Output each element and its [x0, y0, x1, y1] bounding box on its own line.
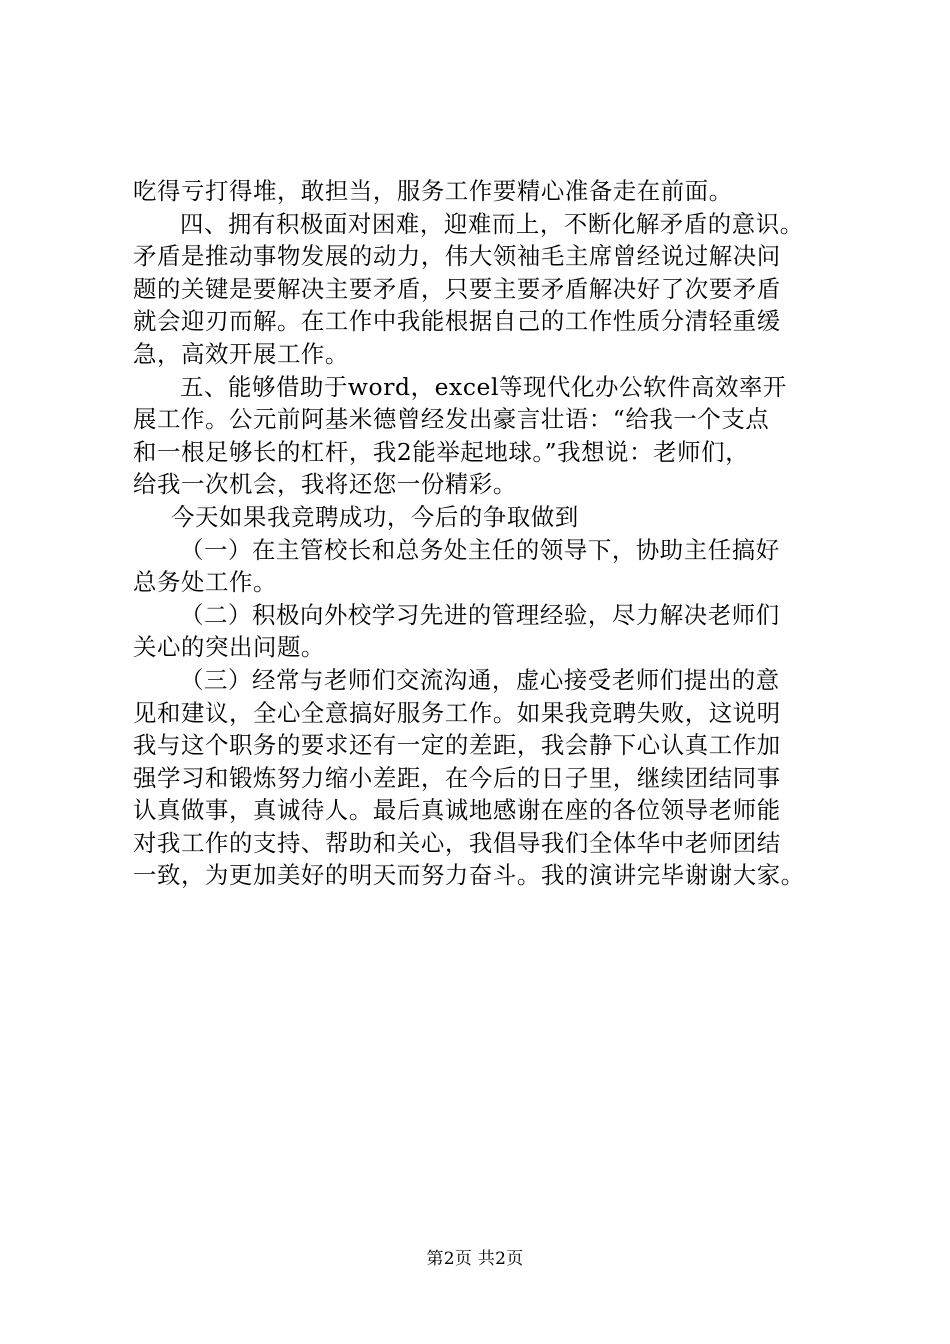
text-line: 认真做事，真诚待人。最后真诚地感谢在座的各位领导老师能 — [133, 796, 781, 825]
text-line: （三）经常与老师们交流沟通，虚心接受老师们提出的意 — [180, 665, 780, 694]
text-line: 一致，为更加美好的明天而努力奋斗。我的演讲完毕谢谢大家。 — [133, 861, 805, 890]
text-line: 四、拥有积极面对困难，迎难而上，不断化解矛盾的意识。 — [180, 209, 804, 238]
text-line: 关心的突出问题。 — [133, 633, 325, 662]
page-number-footer: 第2页 共2页 — [426, 1249, 524, 1269]
text-line: 就会迎刃而解。在工作中我能根据自己的工作性质分清轻重缓 — [133, 307, 781, 336]
text-line: 总务处工作。 — [133, 568, 277, 597]
text-line: 矛盾是推动事物发展的动力，伟大领袖毛主席曾经说过解决问 — [133, 242, 781, 271]
text-line: 展工作。公元前阿基米德曾经发出豪言壮语：“给我一个支点 — [133, 405, 770, 434]
text-line: 和一根足够长的杠杆，我2能举起地球。”我想说：老师们， — [133, 437, 750, 466]
text-line: 五、能够借助于word，excel等现代化办公软件高效率开 — [180, 372, 787, 401]
text-line: （一）在主管校长和总务处主任的领导下，协助主任搞好 — [180, 535, 780, 564]
text-line: 今天如果我竞聘成功，今后的争取做到 — [171, 502, 579, 531]
text-line: 吃得亏打得堆，敢担当，服务工作要精心准备走在前面。 — [133, 177, 733, 205]
text-line: 急，高效开展工作。 — [133, 339, 349, 368]
text-line: （二）积极向外校学习先进的管理经验，尽力解决老师们 — [180, 600, 780, 629]
text-line: 我与这个职务的要求还有一定的差距，我会静下心认真工作加 — [133, 731, 781, 760]
text-line: 给我一次机会，我将还您一份精彩。 — [133, 470, 517, 499]
text-line: 对我工作的支持、帮助和关心，我倡导我们全体华中老师团结 — [133, 828, 781, 857]
text-line: 强学习和锻炼努力缩小差距，在今后的日子里，继续团结同事 — [133, 763, 781, 792]
text-line: 见和建议，全心全意搞好服务工作。如果我竞聘失败，这说明 — [133, 698, 781, 727]
text-line: 题的关键是要解决主要矛盾，只要主要矛盾解决好了次要矛盾 — [133, 274, 781, 303]
document-body — [133, 175, 853, 892]
